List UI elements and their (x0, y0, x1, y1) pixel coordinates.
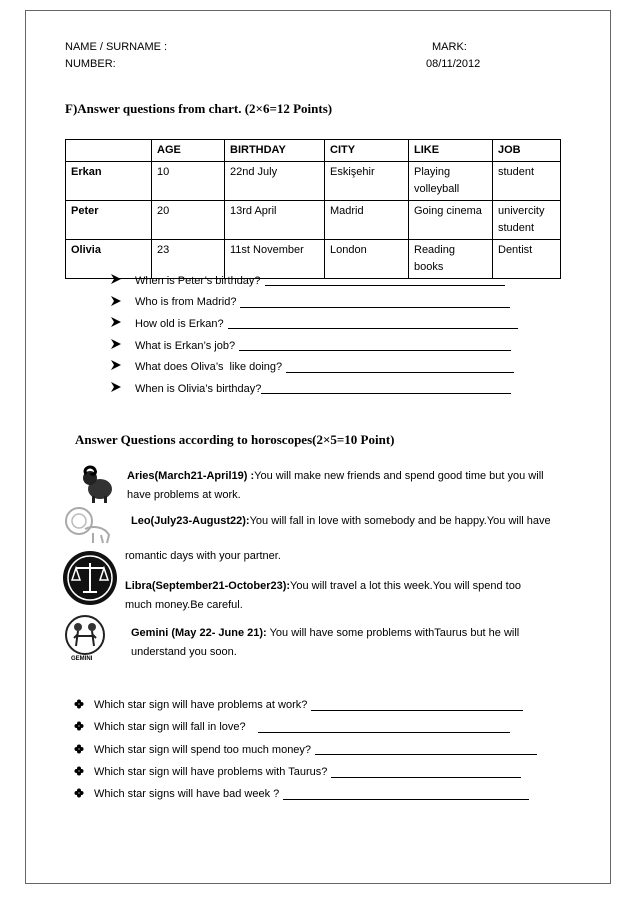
leo-entry (131, 512, 551, 531)
table-cell-job (493, 162, 561, 201)
libra-title: Libra(September21-October23): (125, 580, 291, 592)
diamond-bullet-icon (74, 699, 84, 712)
answer-line[interactable] (240, 297, 510, 308)
question-text: What is Erkan’s job? (135, 339, 236, 352)
arrow-bullet-icon (111, 382, 121, 395)
question-text: Which star sign will spend too much money? (94, 743, 312, 756)
aries-entry (127, 467, 544, 505)
list-item (74, 739, 537, 761)
answer-line[interactable] (261, 383, 511, 394)
table-cell-city: Madrid (325, 201, 409, 240)
table-cell-like (409, 201, 493, 240)
diamond-bullet-icon (74, 744, 84, 757)
aries-text-2: have problems at work. (127, 489, 241, 501)
table-cell-age: 10 (152, 162, 225, 201)
name-surname-label: NAME / SURNAME : (65, 41, 168, 53)
question-text: Which star signs will have bad week ? (94, 788, 280, 801)
arrow-bullet-icon (111, 296, 121, 309)
list-item (119, 356, 518, 378)
like-line: volleyball (414, 183, 460, 195)
table-header-cell: BIRTHDAY (225, 140, 325, 162)
table-header-row (66, 140, 561, 162)
question-text: When is Peter’s birthday? (135, 274, 261, 287)
mark-label: MARK: (432, 41, 467, 53)
date-text: 08/11/2012 (426, 58, 481, 70)
list-item (119, 270, 518, 292)
diamond-bullet-icon (74, 721, 84, 734)
leo-title: Leo(July23-August22): (131, 515, 250, 527)
table-cell-like (409, 162, 493, 201)
table-cell-age: 20 (152, 201, 225, 240)
list-item (74, 694, 537, 716)
table-cell-birthday: 13rd April (225, 201, 325, 240)
table-header-cell: CITY (325, 140, 409, 162)
answer-line[interactable] (331, 767, 521, 778)
leo-entry-2: romantic days with your partner. (125, 550, 281, 562)
question-text: Who is from Madrid? (135, 296, 237, 309)
question-text: Which star sign will have problems at work? (94, 699, 308, 712)
table-row (66, 162, 561, 201)
job-line: student (498, 166, 535, 178)
lion-icon (63, 503, 115, 552)
list-item (74, 783, 537, 805)
table-header-cell: LIKE (409, 140, 493, 162)
table-cell-age: 23 (152, 240, 225, 279)
arrow-bullet-icon (111, 274, 121, 287)
section2-title: Answer Questions according to horoscopes(2×5=10 Point) (75, 432, 395, 447)
table-cell-name: Erkan (66, 162, 152, 201)
answer-line[interactable] (315, 744, 537, 755)
leo-text: You will fall in love with somebody and be happy.You will have (249, 515, 551, 527)
arrow-bullet-icon (111, 339, 121, 352)
answer-line[interactable] (311, 700, 523, 711)
section1-title: F)Answer questions from chart. (2×6=12 Points) (65, 101, 333, 116)
like-line: Playing (414, 166, 451, 178)
number-label: NUMBER: (65, 58, 116, 70)
diamond-bullet-icon (74, 788, 84, 801)
gemini-text: You will have some problems withTaurus but he will (266, 627, 520, 639)
arrow-bullet-icon (111, 317, 121, 330)
list-item (74, 716, 537, 738)
table-cell-job: Dentist (493, 240, 561, 279)
list-item (119, 335, 518, 357)
chart-question-list (119, 270, 518, 400)
table-header-cell (66, 140, 152, 162)
question-text: When is Olivia’s birthday? (135, 382, 262, 395)
diamond-bullet-icon (74, 766, 84, 779)
table-cell-name: Olivia (66, 240, 152, 279)
question-text: What does Oliva’s like doing? (135, 361, 283, 374)
scales-icon (62, 550, 118, 611)
answer-line[interactable] (283, 789, 529, 800)
job-line: univercity (498, 205, 545, 217)
like-line: Going cinema (414, 205, 482, 217)
info-table (65, 139, 561, 279)
gemini-title: Gemini (May 22- June 21): (131, 627, 267, 639)
answer-line[interactable] (265, 275, 505, 286)
list-item (119, 378, 518, 400)
table-header-cell: JOB (493, 140, 561, 162)
question-text: Which star sign will fall in love? (94, 721, 246, 734)
libra-text: You will travel a lot this week.You will spend too (290, 580, 521, 592)
table-cell-city: Eskişehir (325, 162, 409, 201)
table-cell-birthday: 22nd July (225, 162, 325, 201)
table-header-cell: AGE (152, 140, 225, 162)
answer-line[interactable] (258, 722, 510, 733)
aries-title: Aries(March21-April19) : (127, 470, 255, 482)
gemini-text-2: understand you soon. (131, 646, 237, 658)
answer-line[interactable] (286, 362, 514, 373)
aries-text: You will make new friends and spend good time but you will (254, 470, 544, 482)
table-cell-like: Reading books (409, 240, 493, 279)
job-line: student (498, 222, 535, 234)
question-text: Which star sign will have problems with Taurus? (94, 766, 328, 779)
answer-line[interactable] (239, 340, 511, 351)
horoscope-question-list (74, 694, 537, 805)
libra-text-2: much money.Be careful. (125, 599, 243, 611)
table-cell-birthday: 11st November (225, 240, 325, 279)
gemini-emblem-label: GEMINI (71, 656, 93, 662)
list-item (74, 761, 537, 783)
question-text: How old is Erkan? (135, 317, 224, 330)
table-cell-city: London (325, 240, 409, 279)
list-item (119, 292, 518, 314)
twins-icon (63, 614, 107, 669)
list-item (119, 313, 518, 335)
table-cell-job (493, 201, 561, 240)
table-row (66, 201, 561, 240)
arrow-bullet-icon (111, 360, 121, 373)
gemini-entry (131, 624, 519, 662)
table-cell-name: Peter (66, 201, 152, 240)
libra-entry (125, 577, 521, 615)
answer-line[interactable] (228, 318, 518, 329)
